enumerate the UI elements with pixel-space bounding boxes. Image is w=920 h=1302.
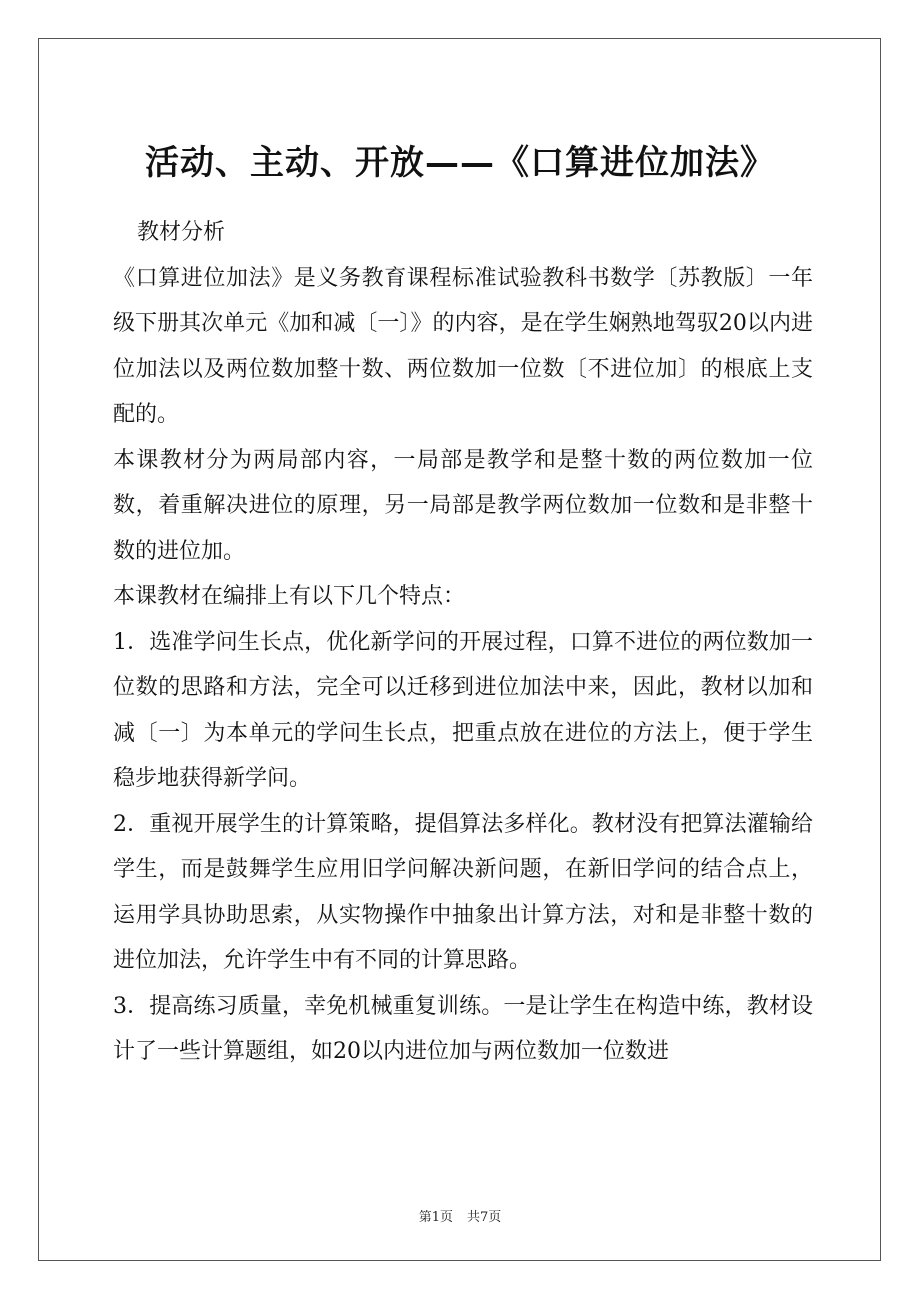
paragraph-feature-1: 1．选准学问生长点，优化新学问的开展过程，口算不进位的两位数加一位数的思路和方法，完全可以迁移到进位加法中来，因此，教材以加和减〔一〕为本单元的学问生长点，把重点放在进位的方法上，便于学生稳步地获得新学问。	[113, 629, 813, 791]
paragraph-feature-3: 3．提高练习质量，幸免机械重复训练。一是让学生在构造中练，教材设计了一些计算题组，如20以内进位加与两位数加一位数进	[113, 993, 813, 1064]
paragraph-intro: 《口算进位加法》是义务教育课程标准试验教科书数学〔苏教版〕一年级下册其次单元《加和减〔一〕》的内容，是在学生娴熟地驾驭20以内进位加法以及两位数加整十数、两位数加一位数〔不进位加〕的根底上支配的。	[113, 265, 813, 427]
page-number: 第1页	[418, 1210, 453, 1225]
document-body	[113, 210, 813, 1075]
paragraph-structure: 本课教材分为两局部内容，一局部是教学和是整十数的两位数加一位数，着重解决进位的原理，另一局部是教学两位数加一位数和是非整十数的进位加。	[113, 447, 813, 564]
paragraph-feature-2: 2．重视开展学生的计算策略，提倡算法多样化。教材没有把算法灌输给学生，而是鼓舞学生应用旧学问解决新问题，在新旧学问的结合点上，运用学具协助思索，从实物操作中抽象出计算方法，对和是非整十数的进位加法，允许学生中有不同的计算思路。	[113, 811, 813, 973]
document-title: 活动、主动、开放——《口算进位加法》	[145, 142, 775, 183]
paragraph-features-lead: 本课教材在编排上有以下几个特点：	[113, 584, 466, 609]
section-heading: 教材分析	[137, 220, 226, 245]
page-footer	[0, 1206, 920, 1225]
page-total: 共7页	[467, 1210, 502, 1225]
